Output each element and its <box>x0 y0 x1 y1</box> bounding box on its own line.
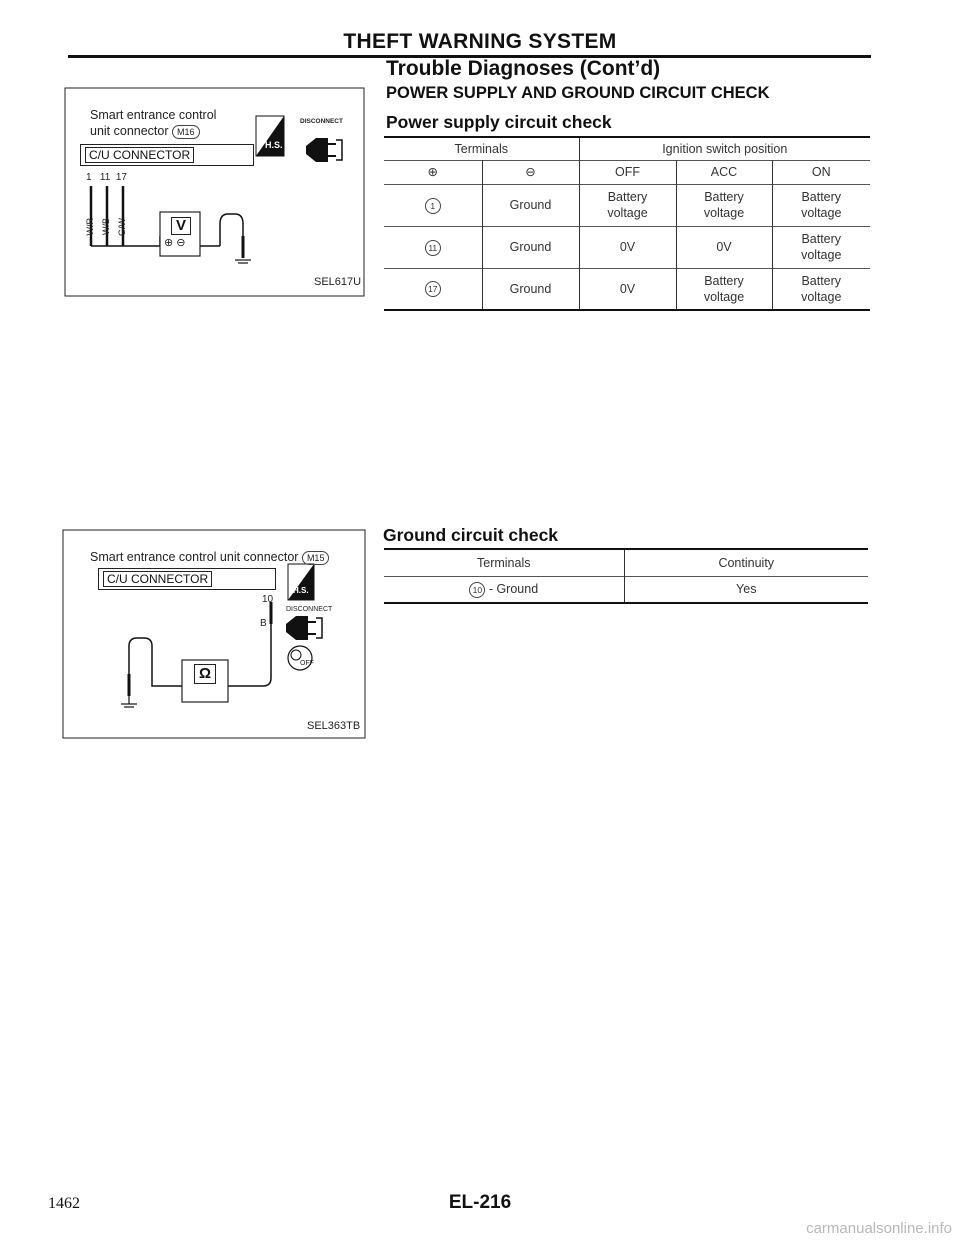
table-cell: Battery voltage <box>772 268 870 310</box>
table-header-row <box>384 549 868 576</box>
connector-box <box>80 144 254 166</box>
connector-box-label: C/U CONNECTOR <box>103 571 212 587</box>
terminal-number: 1 <box>425 198 441 214</box>
page-number: 1462 <box>48 1195 80 1212</box>
section-title: POWER SUPPLY AND GROUND CIRCUIT CHECK <box>386 84 770 102</box>
wire-color-wb: W/B <box>101 218 111 235</box>
figure-code: SEL363TB <box>307 720 361 732</box>
table-cell: Battery voltage <box>772 184 870 226</box>
terminal-number: 17 <box>425 281 441 297</box>
wire-color-wr: W/R <box>85 218 95 236</box>
disconnect-label: DISCONNECT <box>300 118 343 125</box>
negative-header: ⊖ <box>482 160 579 184</box>
table-row <box>384 226 870 268</box>
power-supply-heading: Power supply circuit check <box>386 112 612 132</box>
terminal-suffix: - Ground <box>488 581 539 596</box>
table-row <box>384 576 868 603</box>
connector-id-badge: M15 <box>302 551 330 565</box>
hs-label: H.S. <box>265 140 283 150</box>
ignition-header: Ignition switch position <box>579 137 870 160</box>
table-cell: Ground <box>482 226 579 268</box>
table-cell: Battery voltage <box>772 226 870 268</box>
ohmmeter-icon: Ω <box>194 664 216 684</box>
connector-box <box>98 568 276 590</box>
off-header: OFF <box>579 160 676 184</box>
ground-check-heading: Ground circuit check <box>383 525 559 545</box>
wire-color-b: B <box>260 618 267 629</box>
positive-header: ⊕ <box>427 165 438 179</box>
ground-circuit-diagram <box>60 528 367 740</box>
table-cell: Battery voltage <box>676 268 772 310</box>
figure-code: SEL617U <box>314 276 362 288</box>
table-cell: 0V <box>579 268 676 310</box>
terminal-number: 10 <box>469 582 485 598</box>
table-cell: Ground <box>482 268 579 310</box>
table-cell <box>384 576 624 603</box>
table-cell: Battery voltage <box>676 184 772 226</box>
pin-number: 10 <box>262 594 274 605</box>
table-cell: 0V <box>676 226 772 268</box>
table-row <box>384 184 870 226</box>
page-subtitle: Trouble Diagnoses (Cont’d) <box>386 57 661 80</box>
watermark: carmanualsonline.info <box>806 1220 952 1237</box>
page-header-title: THEFT WARNING SYSTEM <box>343 30 617 53</box>
hs-label: H.S. <box>293 586 309 595</box>
acc-header: ACC <box>676 160 772 184</box>
disconnect-label: DISCONNECT <box>286 606 333 613</box>
connector-label-text: unit connector <box>90 124 169 138</box>
voltmeter-icon: V <box>171 217 191 235</box>
ignition-off-icon: OFF <box>300 660 314 667</box>
connector-label <box>90 550 329 565</box>
power-supply-table <box>384 136 870 311</box>
table-cell: Ground <box>482 184 579 226</box>
continuity-header: Continuity <box>624 549 868 576</box>
connector-label-line2 <box>90 124 200 139</box>
table-row <box>384 268 870 310</box>
table-cell: 0V <box>579 226 676 268</box>
terminals-header: Terminals <box>454 141 508 156</box>
terminal-number: 11 <box>425 240 441 256</box>
terminals-header: Terminals <box>477 555 531 570</box>
table-cell: Battery voltage <box>579 184 676 226</box>
on-header: ON <box>772 160 870 184</box>
connector-label-line1: Smart entrance control <box>90 108 217 122</box>
connector-label-text: Smart entrance control unit connector <box>90 550 299 564</box>
wire-color-gw: G/W <box>117 218 127 236</box>
power-supply-diagram <box>60 86 365 298</box>
table-header-row <box>384 137 870 160</box>
connector-box-label: C/U CONNECTOR <box>85 147 194 163</box>
table-subheader-row <box>384 160 870 184</box>
meter-terminals-icon: ⊕ ⊖ <box>164 237 186 249</box>
connector-id-badge: M16 <box>172 125 200 139</box>
page-reference-code: EL-216 <box>448 1192 512 1213</box>
ground-check-table <box>384 548 868 604</box>
pin-numbers: 1 11 17 <box>86 172 127 183</box>
table-cell: Yes <box>624 576 868 603</box>
